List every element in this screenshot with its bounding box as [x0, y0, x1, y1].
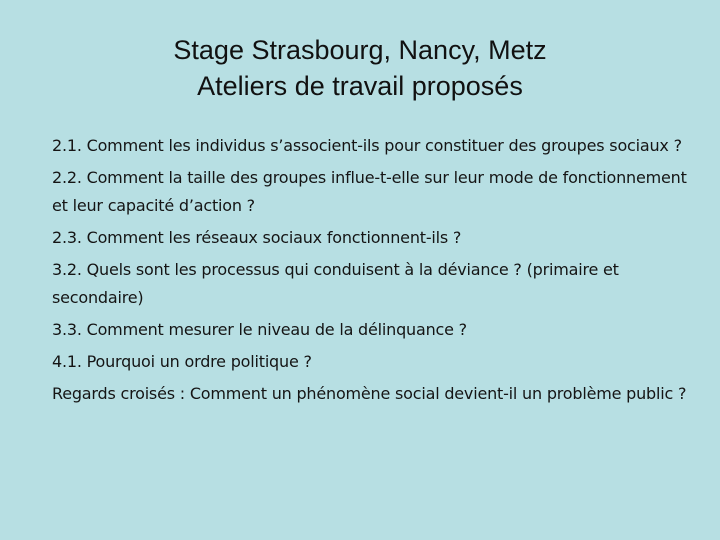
slide-title: [40, 32, 680, 104]
workshop-item-2-2: 2.2. Comment la taille des groupes influe-t-elle sur leur mode de fonctionnement et leur capacité d’action ?: [52, 168, 687, 215]
workshop-item-2-1: 2.1. Comment les individus s’associent-ils pour constituer des groupes sociaux ?: [52, 136, 682, 155]
workshop-item-2-3: 2.3. Comment les réseaux sociaux fonctionnent-ils ?: [52, 228, 462, 247]
workshop-list: [52, 132, 692, 412]
workshop-item-regards-croises: Regards croisés : Comment un phénomène social devient-il un problème public ?: [52, 384, 687, 403]
title-line-2: Ateliers de travail proposés: [197, 71, 523, 101]
workshop-item-3-2: 3.2. Quels sont les processus qui conduisent à la déviance ? (primaire et secondaire): [52, 260, 619, 307]
title-line-1: Stage Strasbourg, Nancy, Metz: [173, 35, 547, 65]
workshop-item-4-1: 4.1. Pourquoi un ordre politique ?: [52, 352, 312, 371]
workshop-item-3-3: 3.3. Comment mesurer le niveau de la délinquance ?: [52, 320, 467, 339]
